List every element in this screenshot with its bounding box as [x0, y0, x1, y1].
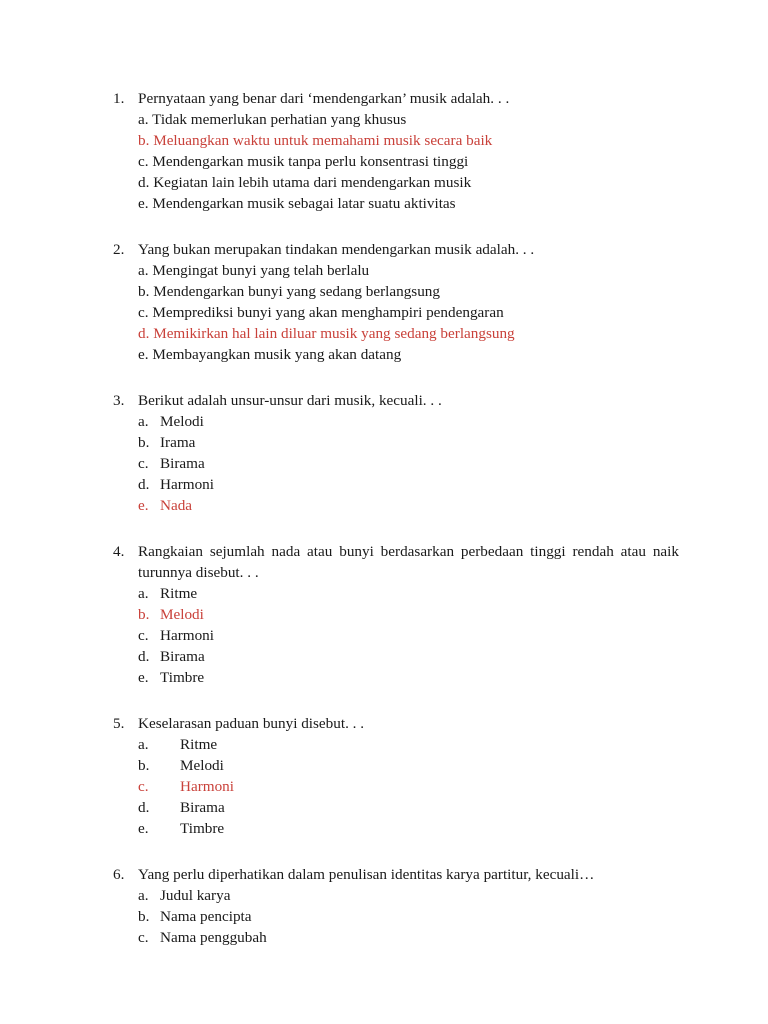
- option-text: Kegiatan lain lebih utama dari mendengarkan musik: [153, 174, 472, 191]
- option-text: Birama: [180, 799, 225, 816]
- option-item[interactable]: [113, 625, 679, 646]
- option-text: Melodi: [160, 413, 204, 430]
- option-item-selected-answer[interactable]: [113, 130, 679, 151]
- option-letter: c.: [138, 304, 149, 321]
- option-item[interactable]: [113, 755, 679, 776]
- option-letter: e.: [138, 497, 149, 514]
- option-item[interactable]: [113, 885, 679, 906]
- option-item[interactable]: [113, 906, 679, 927]
- option-letter: c.: [138, 153, 149, 170]
- option-letter: a.: [138, 585, 149, 602]
- option-letter: c.: [138, 627, 149, 644]
- option-item[interactable]: [113, 453, 679, 474]
- question-block: [113, 541, 679, 688]
- option-letter: e.: [138, 346, 149, 363]
- question-stem: [113, 864, 679, 885]
- option-letter: a.: [138, 111, 149, 128]
- option-item[interactable]: [113, 281, 679, 302]
- question-list: [113, 88, 679, 948]
- question-stem-text: Keselarasan paduan bunyi disebut. . .: [138, 715, 365, 732]
- option-text: Memprediksi bunyi yang akan menghampiri pendengaran: [152, 304, 504, 321]
- option-letter: d.: [138, 648, 150, 665]
- option-text: Harmoni: [160, 627, 214, 644]
- option-text: Birama: [160, 648, 205, 665]
- option-text: Melodi: [160, 606, 204, 623]
- option-letter: a.: [138, 413, 149, 430]
- option-item[interactable]: [113, 734, 679, 755]
- question-stem-text: Pernyataan yang benar dari ‘mendengarkan’ musik adalah. . .: [138, 90, 510, 107]
- option-letter: e.: [138, 195, 149, 212]
- option-text: Nama pencipta: [160, 908, 252, 925]
- option-letter: c.: [138, 455, 149, 472]
- option-item[interactable]: [113, 411, 679, 432]
- option-text: Melodi: [180, 757, 224, 774]
- question-stem: [113, 88, 679, 109]
- option-text: Judul karya: [160, 887, 231, 904]
- option-letter: d.: [138, 174, 150, 191]
- option-text: Harmoni: [180, 778, 234, 795]
- option-text: Nama penggubah: [160, 929, 267, 946]
- question-block: [113, 390, 679, 516]
- option-item[interactable]: [113, 432, 679, 453]
- question-block: [113, 864, 679, 948]
- question-number: 2.: [113, 241, 125, 258]
- option-letter: d.: [138, 799, 150, 816]
- option-item[interactable]: [113, 193, 679, 214]
- option-letter: e.: [138, 820, 149, 837]
- option-item-selected-answer[interactable]: [113, 495, 679, 516]
- option-item[interactable]: [113, 172, 679, 193]
- option-text: Timbre: [180, 820, 225, 837]
- option-text: Harmoni: [160, 476, 214, 493]
- option-letter: b.: [138, 283, 150, 300]
- option-item[interactable]: [113, 109, 679, 130]
- option-list: [113, 411, 679, 516]
- option-item[interactable]: [113, 302, 679, 323]
- option-item[interactable]: [113, 667, 679, 688]
- option-item[interactable]: [113, 151, 679, 172]
- option-text: Membayangkan musik yang akan datang: [152, 346, 402, 363]
- option-letter: e.: [138, 669, 149, 686]
- option-text: Timbre: [160, 669, 205, 686]
- question-block: [113, 88, 679, 214]
- question-number: 3.: [113, 392, 125, 409]
- option-list: [113, 583, 679, 688]
- option-list: [113, 109, 679, 214]
- option-text: Mendengarkan musik sebagai latar suatu aktivitas: [152, 195, 456, 212]
- option-list: [113, 734, 679, 839]
- option-letter: d.: [138, 476, 150, 493]
- option-text: Irama: [160, 434, 196, 451]
- option-letter: a.: [138, 736, 149, 753]
- option-text: Nada: [160, 497, 193, 514]
- option-item[interactable]: [113, 797, 679, 818]
- question-block: [113, 239, 679, 365]
- option-letter: b.: [138, 132, 150, 149]
- option-item-selected-answer[interactable]: [113, 604, 679, 625]
- option-letter: a.: [138, 262, 149, 279]
- option-letter: d.: [138, 325, 150, 342]
- option-item[interactable]: [113, 818, 679, 839]
- option-item[interactable]: [113, 583, 679, 604]
- option-item[interactable]: [113, 474, 679, 495]
- question-number: 1.: [113, 90, 125, 107]
- option-text: Tidak memerlukan perhatian yang khusus: [152, 111, 407, 128]
- option-text: Mendengarkan bunyi yang sedang berlangsung: [153, 283, 440, 300]
- option-text: Birama: [160, 455, 205, 472]
- question-stem-text: Yang bukan merupakan tindakan mendengarkan musik adalah. . .: [138, 241, 535, 258]
- option-letter: b.: [138, 434, 150, 451]
- option-letter: b.: [138, 908, 150, 925]
- question-stem-text: Yang perlu diperhatikan dalam penulisan identitas karya partitur, kecuali…: [138, 866, 595, 883]
- question-stem: [113, 541, 679, 583]
- option-item-selected-answer[interactable]: [113, 776, 679, 797]
- option-text: Ritme: [180, 736, 218, 753]
- option-item[interactable]: [113, 344, 679, 365]
- option-item[interactable]: [113, 260, 679, 281]
- question-stem-text: Berikut adalah unsur-unsur dari musik, kecuali. . .: [138, 392, 442, 409]
- option-item[interactable]: [113, 646, 679, 667]
- option-list: [113, 260, 679, 365]
- question-number: 6.: [113, 866, 125, 883]
- option-letter: a.: [138, 887, 149, 904]
- option-text: Mendengarkan musik tanpa perlu konsentrasi tinggi: [152, 153, 469, 170]
- option-text: Memikirkan hal lain diluar musik yang sedang berlangsung: [153, 325, 515, 342]
- question-number: 4.: [113, 543, 125, 560]
- option-letter: c.: [138, 778, 149, 795]
- option-text: Meluangkan waktu untuk memahami musik secara baik: [153, 132, 493, 149]
- option-text: Mengingat bunyi yang telah berlalu: [152, 262, 370, 279]
- option-item-selected-answer[interactable]: [113, 323, 679, 344]
- question-stem: [113, 390, 679, 411]
- option-item[interactable]: [113, 927, 679, 948]
- option-letter: c.: [138, 929, 149, 946]
- question-stem: [113, 239, 679, 260]
- option-letter: b.: [138, 757, 150, 774]
- question-stem: [113, 713, 679, 734]
- option-letter: b.: [138, 606, 150, 623]
- question-number: 5.: [113, 715, 125, 732]
- option-text: Ritme: [160, 585, 198, 602]
- option-list: [113, 885, 679, 948]
- question-block: [113, 713, 679, 839]
- question-stem-text: Rangkaian sejumlah nada atau bunyi berdasarkan perbedaan tinggi rendah atau naik turunnya disebut. . .: [138, 543, 679, 581]
